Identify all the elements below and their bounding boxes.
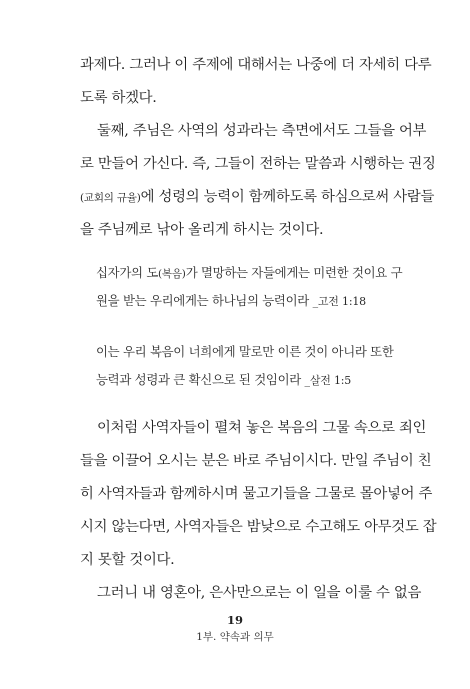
body-line: 과제다. 그러나 이 주제에 대해서는 나중에 더 자세히 다루 [80,57,432,73]
body-line: 도록 하겠다. [80,90,157,106]
quote-line: 이는 우리 복음이 너희에게 말로만 이른 것이 아니라 또한 [96,344,394,359]
body-line: 로 만들어 가신다. 즉, 그들이 전하는 말씀과 시행하는 권징 [80,156,436,172]
body-line: 지 못할 것이다. [80,552,175,568]
body-line: 히 사역자들과 함께하시며 물고기들을 그물로 몰아넣어 주 [80,486,433,502]
quote-text: 능력과 성령과 큰 확신으로 된 것임이라 [96,372,305,387]
body-line: 시지 않는다면, 사역자들은 밤낮으로 수고해도 아무것도 잡 [80,519,437,535]
body-line: 을 주님께로 낚아 올리게 하시는 것이다. [80,222,324,238]
body-line [80,187,435,208]
body-text: 에 성령의 능력이 함께하도록 하심으로써 사람들 [140,189,435,205]
quote-text: 가 멸망하는 자들에게는 미련한 것이요 구 [185,265,403,280]
body-line: 둘째, 주님은 사역의 성과라는 측면에서도 그들을 어부 [97,123,427,139]
quote-text: 십자가의 도 [96,265,158,280]
quote-line [96,371,396,390]
body-line: 이처럼 사역자들이 펼쳐 놓은 복음의 그물 속으로 죄인 [97,420,427,436]
quote-text: 원을 받는 우리에게는 하나님의 능력이라 [96,293,313,308]
body-small-annotation: (교회의 규율) [80,192,141,204]
quote-line [96,264,403,283]
body-line: 들을 이끌어 오시는 분은 바로 주님이시다. 만일 주님이 친 [80,453,432,469]
running-footer: 1부. 약속과 의무 [196,631,274,643]
page-number: 19 [226,613,243,627]
body-line: 그러니 내 영혼아, 은사만으로는 이 일을 이룰 수 없음 [97,585,422,601]
quote-small-annotation: (복음) [158,268,186,280]
quote-line [96,292,396,311]
scripture-reference: _살전 1:5 [304,374,352,387]
scripture-reference: _고전 1:18 [312,295,366,308]
